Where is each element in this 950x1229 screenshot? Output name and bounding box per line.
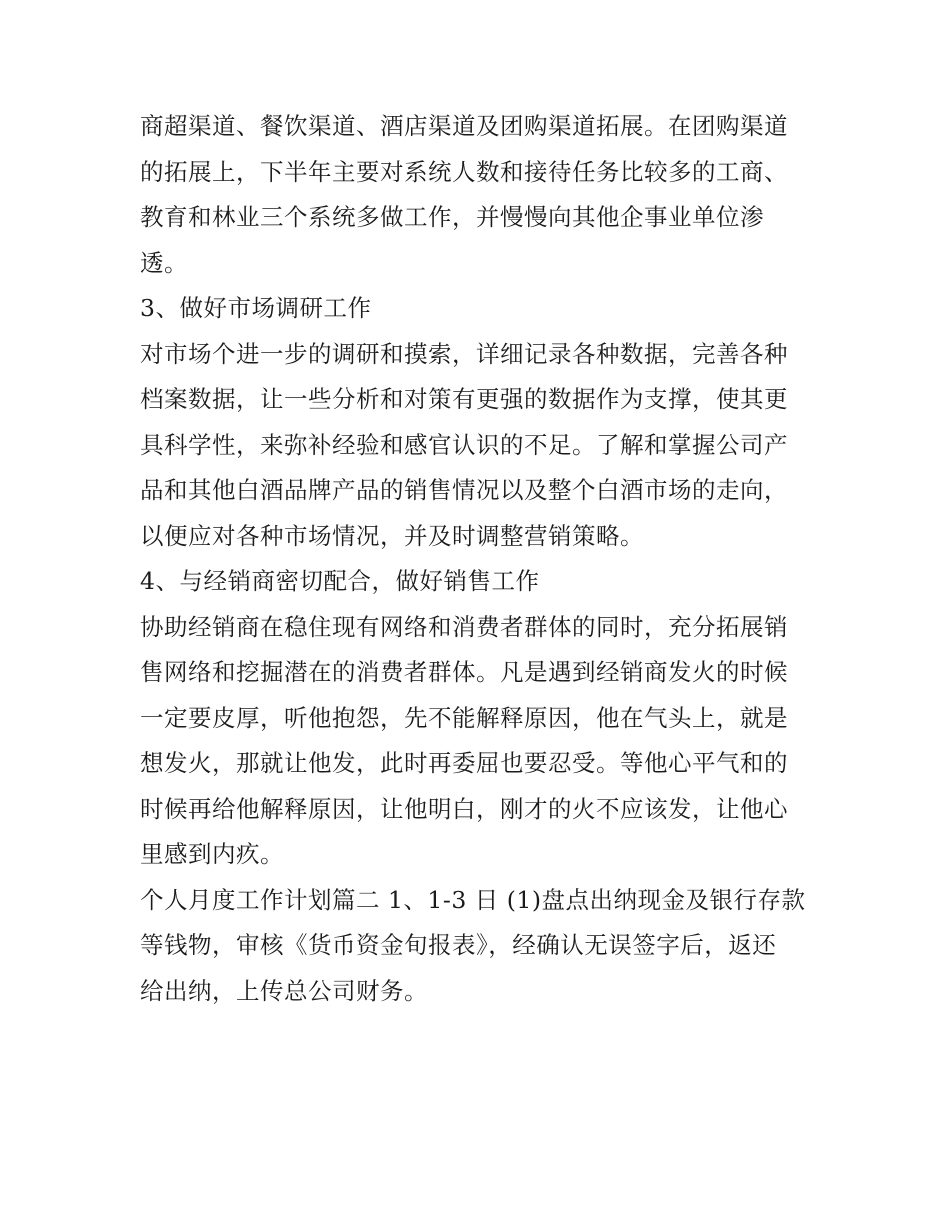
text-line: 教育和林业三个系统多做工作，并慢慢向其他企事业单位渗 (140, 203, 764, 231)
text-line: 具科学性，来弥补经验和感官认识的不足。了解和掌握公司产 (140, 430, 788, 459)
text-line: 档案数据，让一些分析和对策有更强的数据作为支撑，使其更 (140, 385, 788, 413)
text-line: 时候再给他解释原因，让他明白，刚才的火不应该发，让他心 (140, 794, 788, 823)
text-line: 一定要皮厚，听他抱怨，先不能解释原因，他在气头上，就是 (140, 703, 788, 732)
text-line: 等钱物，审核《货币资金旬报表》，经确认无误签字后，返还 (140, 931, 777, 959)
text-line: 品和其他白酒品牌产品的销售情况以及整个白酒市场的走向， (140, 476, 788, 504)
text-line: 个人月度工作计划篇二 1、1-3 日 (1)盘点出纳现金及银行存款 (140, 885, 806, 914)
section-heading-4: 4、与经销商密切配合，做好销售工作 (140, 567, 540, 595)
text-line: 协助经销商在稳住现有网络和消费者群体的同时，充分拓展销 (140, 612, 788, 641)
text-line: 里感到内疚。 (140, 840, 284, 868)
text-line: 的拓展上，下半年主要对系统人数和接待任务比较多的工商、 (140, 157, 788, 186)
document-body (140, 104, 820, 1014)
text-line: 商超渠道、餐饮渠道、酒店渠道及团购渠道拓展。在团购渠道 (140, 112, 788, 140)
text-line: 以便应对各种市场情况，并及时调整营销策略。 (140, 521, 644, 550)
text-line: 想发火，那就让他发，此时再委屈也要忍受。等他心平气和的 (140, 749, 788, 777)
section-heading-3: 3、做好市场调研工作 (140, 294, 372, 322)
text-line: 售网络和挖掘潜在的消费者群体。凡是遇到经销商发火的时候 (140, 658, 788, 686)
text-line: 对市场个进一步的调研和摸索，详细记录各种数据，完善各种 (140, 339, 788, 368)
text-line: 透。 (140, 248, 188, 277)
text-line: 给出纳，上传总公司财务。 (140, 976, 428, 1005)
